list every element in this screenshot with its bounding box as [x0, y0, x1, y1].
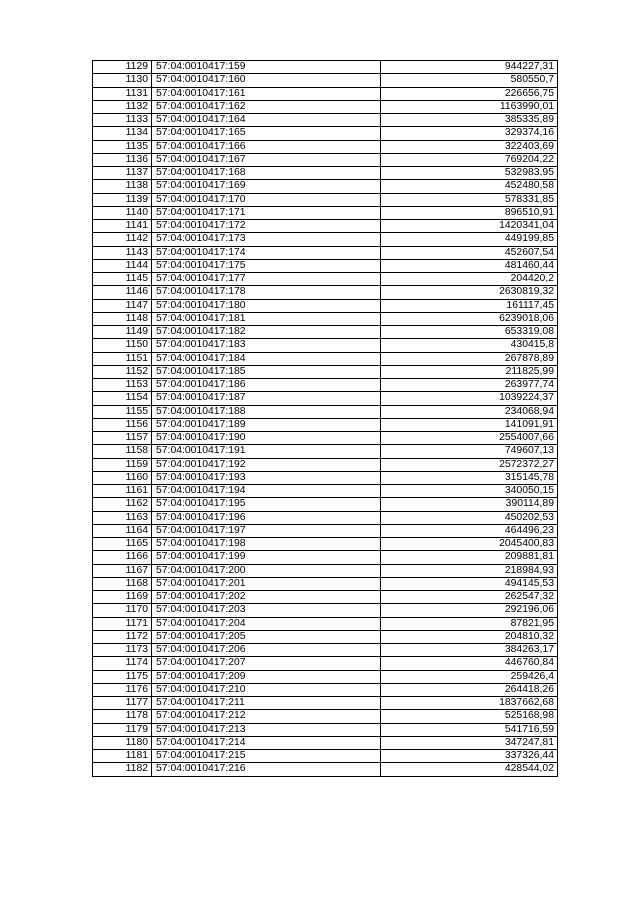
table-row: [93, 577, 558, 590]
table-row: [93, 524, 558, 537]
row-number-cell: 1172: [93, 630, 152, 643]
table-row: [93, 591, 558, 604]
table-row: [93, 365, 558, 378]
cadastral-number-cell: 57:04:0010417:213: [152, 723, 381, 736]
row-number-cell: 1162: [93, 498, 152, 511]
cadastral-value-cell: 226656,75: [381, 87, 558, 100]
table-row: [93, 273, 558, 286]
cadastral-value-cell: 87821,95: [381, 617, 558, 630]
cadastral-value-cell: 450202,53: [381, 511, 558, 524]
cadastral-number-cell: 57:04:0010417:191: [152, 445, 381, 458]
cadastral-value-cell: 2630819,32: [381, 286, 558, 299]
cadastral-value-cell: 259426,4: [381, 670, 558, 683]
cadastral-value-cell: 1420341,04: [381, 220, 558, 233]
cadastral-value-cell: 390114,89: [381, 498, 558, 511]
row-number-cell: 1178: [93, 710, 152, 723]
cadastral-number-cell: 57:04:0010417:161: [152, 87, 381, 100]
cadastral-number-cell: 57:04:0010417:211: [152, 697, 381, 710]
cadastral-number-cell: 57:04:0010417:175: [152, 259, 381, 272]
table-row: [93, 657, 558, 670]
cadastral-number-cell: 57:04:0010417:182: [152, 326, 381, 339]
cadastral-value-cell: 769204,22: [381, 153, 558, 166]
row-number-cell: 1151: [93, 352, 152, 365]
cadastral-value-cell: 385335,89: [381, 114, 558, 127]
row-number-cell: 1171: [93, 617, 152, 630]
row-number-cell: 1152: [93, 365, 152, 378]
row-number-cell: 1141: [93, 220, 152, 233]
cadastral-value-cell: 329374,16: [381, 127, 558, 140]
row-number-cell: 1174: [93, 657, 152, 670]
row-number-cell: 1158: [93, 445, 152, 458]
cadastral-value-cell: 267878,89: [381, 352, 558, 365]
row-number-cell: 1161: [93, 485, 152, 498]
row-number-cell: 1182: [93, 763, 152, 776]
row-number-cell: 1164: [93, 524, 152, 537]
cadastral-value-cell: 944227,31: [381, 61, 558, 74]
row-number-cell: 1173: [93, 644, 152, 657]
table-row: [93, 392, 558, 405]
cadastral-number-cell: 57:04:0010417:198: [152, 538, 381, 551]
row-number-cell: 1157: [93, 432, 152, 445]
cadastral-number-cell: 57:04:0010417:194: [152, 485, 381, 498]
cadastral-number-cell: 57:04:0010417:181: [152, 312, 381, 325]
cadastral-value-cell: 578331,85: [381, 193, 558, 206]
cadastral-value-cell: 322403,69: [381, 140, 558, 153]
table-row: [93, 61, 558, 74]
cadastral-number-cell: 57:04:0010417:200: [152, 564, 381, 577]
table-row: [93, 432, 558, 445]
row-number-cell: 1176: [93, 683, 152, 696]
row-number-cell: 1142: [93, 233, 152, 246]
table-row: [93, 286, 558, 299]
row-number-cell: 1180: [93, 736, 152, 749]
cadastral-value-cell: 340050,15: [381, 485, 558, 498]
cadastral-number-cell: 57:04:0010417:215: [152, 750, 381, 763]
cadastral-value-cell: 653319,08: [381, 326, 558, 339]
table-row: [93, 617, 558, 630]
cadastral-value-cell: 209881,81: [381, 551, 558, 564]
cadastral-number-cell: 57:04:0010417:201: [152, 577, 381, 590]
cadastral-number-cell: 57:04:0010417:172: [152, 220, 381, 233]
cadastral-number-cell: 57:04:0010417:159: [152, 61, 381, 74]
cadastral-number-cell: 57:04:0010417:185: [152, 365, 381, 378]
row-number-cell: 1133: [93, 114, 152, 127]
row-number-cell: 1179: [93, 723, 152, 736]
table-row: [93, 564, 558, 577]
row-number-cell: 1146: [93, 286, 152, 299]
table-row: [93, 710, 558, 723]
table-row: [93, 418, 558, 431]
cadastral-number-cell: 57:04:0010417:189: [152, 418, 381, 431]
cadastral-value-cell: 446760,84: [381, 657, 558, 670]
table-row: [93, 379, 558, 392]
table-row: [93, 405, 558, 418]
row-number-cell: 1159: [93, 458, 152, 471]
cadastral-value-table: [92, 60, 558, 777]
row-number-cell: 1150: [93, 339, 152, 352]
table-row: [93, 326, 558, 339]
row-number-cell: 1153: [93, 379, 152, 392]
table-row: [93, 750, 558, 763]
cadastral-value-cell: 292196,06: [381, 604, 558, 617]
row-number-cell: 1148: [93, 312, 152, 325]
cadastral-number-cell: 57:04:0010417:166: [152, 140, 381, 153]
cadastral-value-cell: 204420,2: [381, 273, 558, 286]
cadastral-value-cell: 1163990,01: [381, 100, 558, 113]
row-number-cell: 1145: [93, 273, 152, 286]
cadastral-value-cell: 449199,85: [381, 233, 558, 246]
table-row: [93, 180, 558, 193]
table-row: [93, 87, 558, 100]
cadastral-number-cell: 57:04:0010417:204: [152, 617, 381, 630]
cadastral-number-cell: 57:04:0010417:180: [152, 299, 381, 312]
cadastral-number-cell: 57:04:0010417:187: [152, 392, 381, 405]
cadastral-value-cell: 262547,32: [381, 591, 558, 604]
cadastral-number-cell: 57:04:0010417:183: [152, 339, 381, 352]
cadastral-value-cell: 525168,98: [381, 710, 558, 723]
table-row: [93, 220, 558, 233]
table-row: [93, 167, 558, 180]
cadastral-number-cell: 57:04:0010417:214: [152, 736, 381, 749]
cadastral-number-cell: 57:04:0010417:169: [152, 180, 381, 193]
row-number-cell: 1181: [93, 750, 152, 763]
cadastral-value-cell: 211825,99: [381, 365, 558, 378]
table-row: [93, 259, 558, 272]
row-number-cell: 1168: [93, 577, 152, 590]
row-number-cell: 1154: [93, 392, 152, 405]
cadastral-number-cell: 57:04:0010417:209: [152, 670, 381, 683]
cadastral-number-cell: 57:04:0010417:186: [152, 379, 381, 392]
cadastral-value-cell: 161117,45: [381, 299, 558, 312]
table-row: [93, 127, 558, 140]
cadastral-value-cell: 494145,53: [381, 577, 558, 590]
table-row: [93, 471, 558, 484]
table-row: [93, 74, 558, 87]
document-page: [92, 60, 557, 777]
cadastral-number-cell: 57:04:0010417:210: [152, 683, 381, 696]
table-row: [93, 299, 558, 312]
cadastral-number-cell: 57:04:0010417:202: [152, 591, 381, 604]
table-row: [93, 193, 558, 206]
cadastral-number-cell: 57:04:0010417:192: [152, 458, 381, 471]
cadastral-value-cell: 430415,8: [381, 339, 558, 352]
row-number-cell: 1140: [93, 206, 152, 219]
table-row: [93, 697, 558, 710]
cadastral-value-cell: 263977,74: [381, 379, 558, 392]
cadastral-number-cell: 57:04:0010417:170: [152, 193, 381, 206]
cadastral-number-cell: 57:04:0010417:173: [152, 233, 381, 246]
row-number-cell: 1129: [93, 61, 152, 74]
cadastral-value-cell: 264418,26: [381, 683, 558, 696]
cadastral-number-cell: 57:04:0010417:203: [152, 604, 381, 617]
table-row: [93, 153, 558, 166]
table-row: [93, 604, 558, 617]
cadastral-value-cell: 204810,32: [381, 630, 558, 643]
table-row: [93, 312, 558, 325]
table-row: [93, 670, 558, 683]
table-row: [93, 498, 558, 511]
cadastral-number-cell: 57:04:0010417:167: [152, 153, 381, 166]
row-number-cell: 1138: [93, 180, 152, 193]
table-row: [93, 458, 558, 471]
row-number-cell: 1130: [93, 74, 152, 87]
cadastral-number-cell: 57:04:0010417:160: [152, 74, 381, 87]
cadastral-value-cell: 234068,94: [381, 405, 558, 418]
cadastral-number-cell: 57:04:0010417:197: [152, 524, 381, 537]
table-row: [93, 206, 558, 219]
table-row: [93, 723, 558, 736]
cadastral-number-cell: 57:04:0010417:174: [152, 246, 381, 259]
table-row: [93, 485, 558, 498]
cadastral-number-cell: 57:04:0010417:193: [152, 471, 381, 484]
table-row: [93, 511, 558, 524]
row-number-cell: 1143: [93, 246, 152, 259]
cadastral-value-cell: 315145,78: [381, 471, 558, 484]
cadastral-value-cell: 541716,59: [381, 723, 558, 736]
table-row: [93, 763, 558, 776]
cadastral-number-cell: 57:04:0010417:190: [152, 432, 381, 445]
cadastral-number-cell: 57:04:0010417:171: [152, 206, 381, 219]
cadastral-number-cell: 57:04:0010417:165: [152, 127, 381, 140]
table-row: [93, 140, 558, 153]
row-number-cell: 1177: [93, 697, 152, 710]
table-row: [93, 339, 558, 352]
row-number-cell: 1165: [93, 538, 152, 551]
row-number-cell: 1135: [93, 140, 152, 153]
table-row: [93, 445, 558, 458]
cadastral-value-cell: 2572372,27: [381, 458, 558, 471]
row-number-cell: 1144: [93, 259, 152, 272]
row-number-cell: 1166: [93, 551, 152, 564]
row-number-cell: 1155: [93, 405, 152, 418]
row-number-cell: 1170: [93, 604, 152, 617]
cadastral-value-cell: 218984,93: [381, 564, 558, 577]
row-number-cell: 1137: [93, 167, 152, 180]
cadastral-number-cell: 57:04:0010417:212: [152, 710, 381, 723]
cadastral-number-cell: 57:04:0010417:205: [152, 630, 381, 643]
cadastral-value-cell: 337326,44: [381, 750, 558, 763]
cadastral-value-cell: 2045400,83: [381, 538, 558, 551]
cadastral-number-cell: 57:04:0010417:162: [152, 100, 381, 113]
cadastral-number-cell: 57:04:0010417:164: [152, 114, 381, 127]
table-row: [93, 233, 558, 246]
cadastral-value-cell: 6239018,06: [381, 312, 558, 325]
row-number-cell: 1149: [93, 326, 152, 339]
row-number-cell: 1147: [93, 299, 152, 312]
cadastral-value-cell: 1837662,68: [381, 697, 558, 710]
cadastral-number-cell: 57:04:0010417:184: [152, 352, 381, 365]
cadastral-number-cell: 57:04:0010417:216: [152, 763, 381, 776]
cadastral-value-cell: 896510,91: [381, 206, 558, 219]
cadastral-number-cell: 57:04:0010417:196: [152, 511, 381, 524]
cadastral-value-cell: 1039224,37: [381, 392, 558, 405]
table-row: [93, 736, 558, 749]
row-number-cell: 1131: [93, 87, 152, 100]
row-number-cell: 1136: [93, 153, 152, 166]
cadastral-value-cell: 580550,7: [381, 74, 558, 87]
cadastral-number-cell: 57:04:0010417:199: [152, 551, 381, 564]
cadastral-number-cell: 57:04:0010417:178: [152, 286, 381, 299]
cadastral-value-cell: 347247,81: [381, 736, 558, 749]
cadastral-number-cell: 57:04:0010417:177: [152, 273, 381, 286]
table-row: [93, 551, 558, 564]
table-row: [93, 100, 558, 113]
cadastral-value-cell: 428544,02: [381, 763, 558, 776]
table-row: [93, 630, 558, 643]
row-number-cell: 1132: [93, 100, 152, 113]
row-number-cell: 1169: [93, 591, 152, 604]
row-number-cell: 1139: [93, 193, 152, 206]
table-row: [93, 352, 558, 365]
cadastral-number-cell: 57:04:0010417:168: [152, 167, 381, 180]
row-number-cell: 1175: [93, 670, 152, 683]
cadastral-value-cell: 452480,58: [381, 180, 558, 193]
cadastral-value-cell: 452607,54: [381, 246, 558, 259]
cadastral-value-cell: 749607,13: [381, 445, 558, 458]
table-row: [93, 114, 558, 127]
table-row: [93, 538, 558, 551]
cadastral-number-cell: 57:04:0010417:195: [152, 498, 381, 511]
table-row: [93, 246, 558, 259]
row-number-cell: 1167: [93, 564, 152, 577]
cadastral-number-cell: 57:04:0010417:206: [152, 644, 381, 657]
row-number-cell: 1156: [93, 418, 152, 431]
table-row: [93, 644, 558, 657]
cadastral-value-cell: 2554007,66: [381, 432, 558, 445]
cadastral-number-cell: 57:04:0010417:207: [152, 657, 381, 670]
row-number-cell: 1163: [93, 511, 152, 524]
cadastral-value-cell: 464496,23: [381, 524, 558, 537]
row-number-cell: 1134: [93, 127, 152, 140]
cadastral-value-cell: 532983,95: [381, 167, 558, 180]
cadastral-value-cell: 481460,44: [381, 259, 558, 272]
table-row: [93, 683, 558, 696]
cadastral-value-cell: 141091,91: [381, 418, 558, 431]
table-body: [93, 61, 558, 777]
row-number-cell: 1160: [93, 471, 152, 484]
cadastral-value-cell: 384263,17: [381, 644, 558, 657]
cadastral-number-cell: 57:04:0010417:188: [152, 405, 381, 418]
